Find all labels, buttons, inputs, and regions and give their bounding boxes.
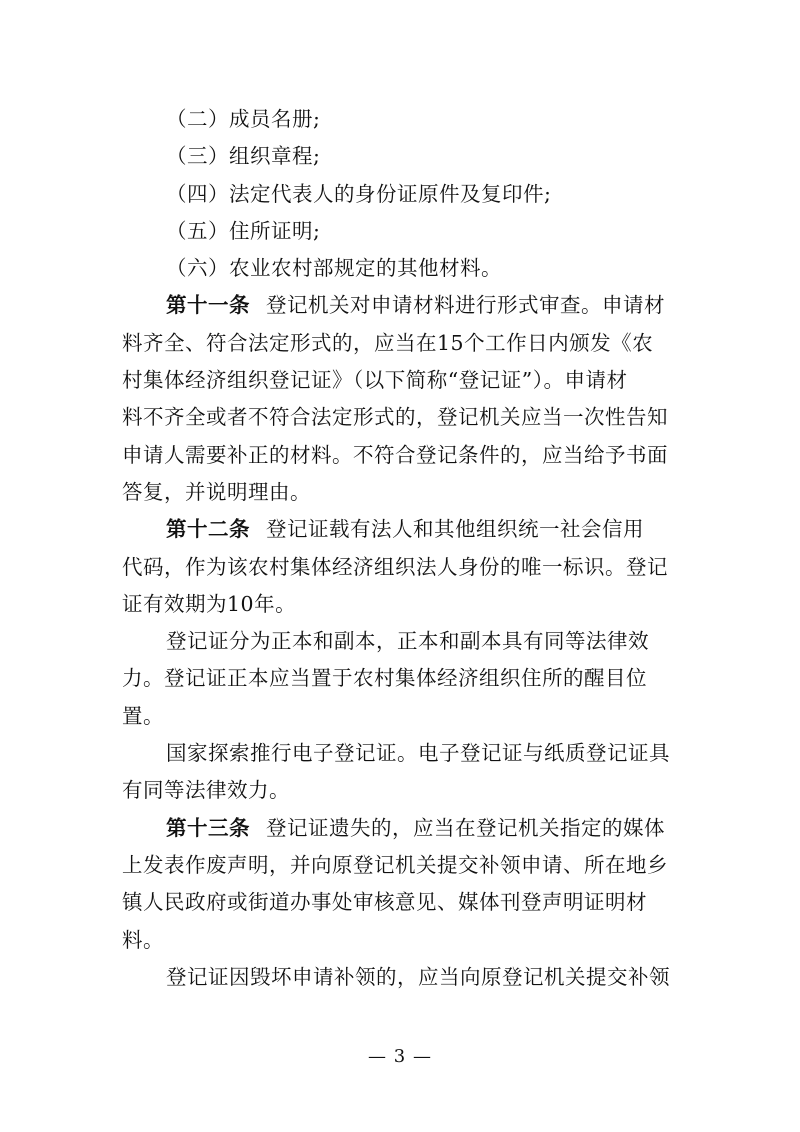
article-11-line-5: 申请人需要补正的材料。不符合登记条件的，应当给予书面 <box>122 442 668 467</box>
article-12-line-3: 证有效期为10年。 <box>122 591 297 616</box>
article-12-para2-line-1: 登记证分为正本和副本，正本和副本具有同等法律效 <box>166 629 649 654</box>
list-item-4: （四）法定代表人的身份证原件及复印件; <box>166 181 552 206</box>
article-13-heading: 第十三条 <box>166 815 250 840</box>
article-11-line-1 <box>122 287 680 324</box>
article-11-text-1: 登记机关对申请材料进行形式审查。申请材 <box>266 293 665 318</box>
article-12-heading: 第十二条 <box>166 517 250 542</box>
article-12-para3-line-1: 国家探索推行电子登记证。电子登记证与纸质登记证具 <box>166 741 670 766</box>
article-12-para3-line-2: 有同等法律效力。 <box>122 778 290 803</box>
article-13-line-2: 上发表作废声明，并向原登记机关提交补领申请、所在地乡 <box>122 852 668 877</box>
article-11-line-4: 料不齐全或者不符合法定形式的，登记机关应当一次性告知 <box>122 405 668 430</box>
article-12-text-1: 登记证载有法人和其他组织统一社会信用 <box>266 517 644 542</box>
article-13-line-4: 料。 <box>122 927 164 952</box>
article-13-line-3: 镇人民政府或街道办事处审核意见、媒体刊登声明证明材 <box>122 890 647 915</box>
list-item-3: （三）组织章程; <box>166 144 321 169</box>
article-13-line-1 <box>122 810 680 847</box>
list-item-2: （二）成员名册; <box>166 107 321 131</box>
article-12-para2-line-3: 置。 <box>122 703 164 728</box>
document-body <box>122 101 680 996</box>
article-11-line-6: 答复，并说明理由。 <box>122 479 311 504</box>
article-11-line-3: 村集体经济组织登记证》（以下简称“登记证”）。申请材 <box>122 368 628 393</box>
article-11-line-2: 料齐全、符合法定形式的，应当在15个工作日内颁发《农 <box>122 330 654 355</box>
article-11-heading: 第十一条 <box>166 293 250 318</box>
list-item-6: （六）农业农村部规定的其他材料。 <box>166 256 502 281</box>
page-number: — 3 — <box>368 1046 432 1067</box>
list-item-5: （五）住所证明; <box>166 218 321 243</box>
article-13-para2-line-1: 登记证因毁坏申请补领的，应当向原登记机关提交补领 <box>166 964 670 989</box>
article-12-line-2: 代码，作为该农村集体经济组织法人身份的唯一标识。登记 <box>122 554 668 579</box>
article-12-line-1 <box>122 511 680 548</box>
article-13-text-1: 登记证遗失的，应当在登记机关指定的媒体 <box>266 815 665 840</box>
article-12-para2-line-2: 力。登记证正本应当置于农村集体经济组织住所的醒目位 <box>122 666 647 691</box>
